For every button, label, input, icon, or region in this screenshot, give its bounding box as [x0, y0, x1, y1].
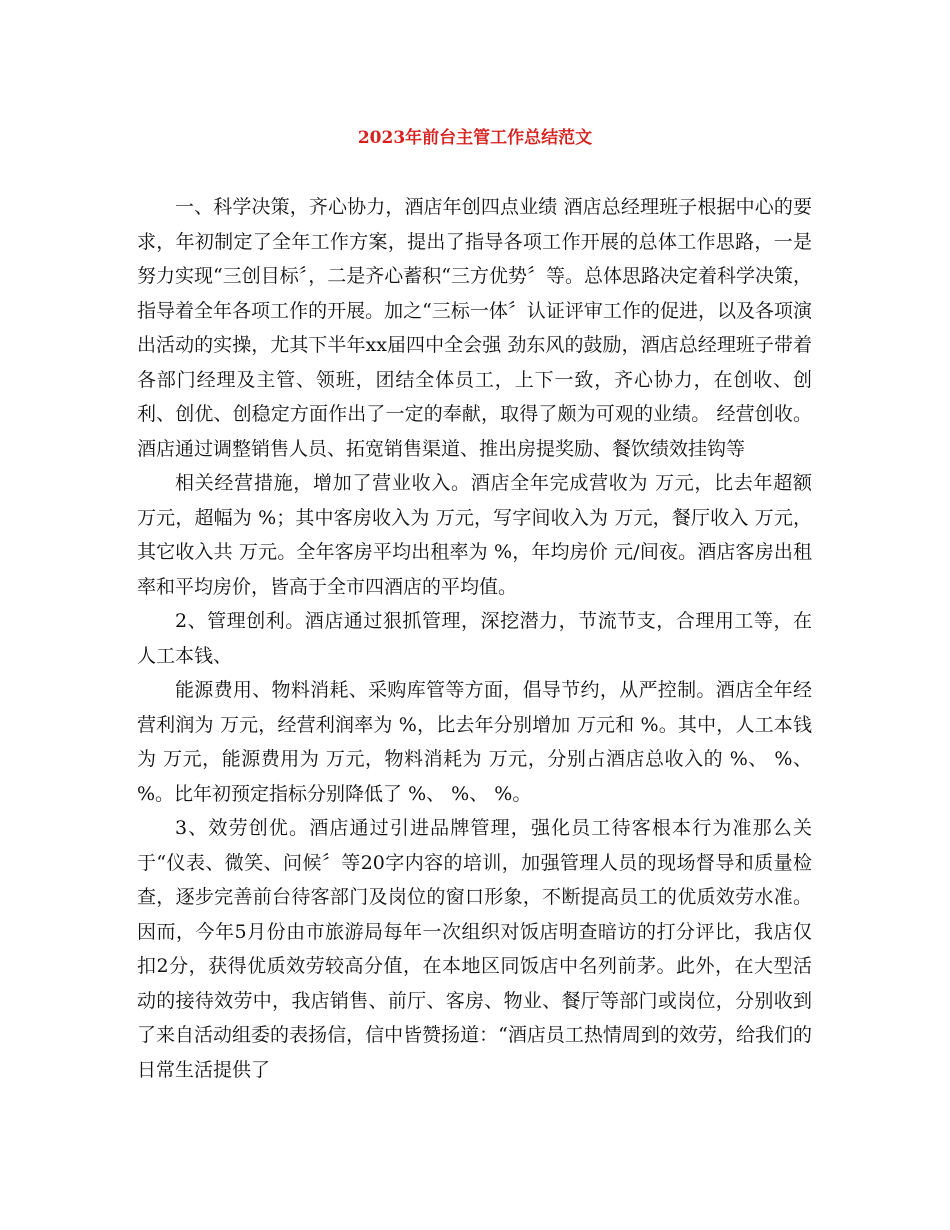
- paragraph-2: 相关经营措施，增加了营业收入。酒店全年完成营收为 万元，比去年超额 万元，超幅为 %；其中客房收入为 万元，写字间收入为 万元，餐厅收入 万元，其它收入共 万元。全年客房平均出租率为 %，年均房价 元/间夜。酒店客房出租率和平均房价，皆高于全市四酒店的平均值。: [137, 472, 812, 598]
- document-title: 2023年前台主管工作总结范文: [357, 128, 593, 148]
- paragraph-3: 2、管理创利。酒店通过狠抓管理，深挖潜力，节流节支，合理用工等，在人工本钱、: [137, 610, 812, 667]
- paragraph-4: 能源费用、物料消耗、采购库管等方面，倡导节约，从严控制。酒店全年经营利润为 万元，经营利润率为 %，比去年分别增加 万元和 %。其中，人工本钱为 万元，能源费用为 万元，物料消耗为 万元，分别占酒店总收入的 %、 %、 %。比年初预定指标分别降低了 %、 %、 %。: [137, 679, 812, 805]
- paragraph-1: 一、科学决策，齐心协力，酒店年创四点业绩 酒店总经理班子根据中心的要求，年初制定了全年工作方案，提出了指导各项工作开展的总体工作思路，一是努力实现“三创目标〞，二是齐心蓄积“三方优势〞等。总体思路决定着科学决策，指导着全年各项工作的开展。加之“三标一体〞认证评审工作的促进，以及各项演出活动的实操，尤其下半年xx届四中全会强 劲东风的鼓励，酒店总经理班子带着各部门经理及主管、领班，团结全体员工，上下一致，齐心协力，在创收、创利、创优、创稳定方面作出了一定的奉献，取得了颇为可观的业绩。 经营创收。酒店通过调整销售人员、拓宽销售渠道、推出房提奖励、餐饮绩效挂钩等: [137, 196, 812, 460]
- paragraph-5: 3、效劳创优。酒店通过引进品牌管理，强化员工待客根本行为准那么关于“仪表、微笑、问候〞等20字内容的培训，加强管理人员的现场督导和质量检查，逐步完善前台待客部门及岗位的窗口形象，不断提高员工的优质效劳水准。因而，今年5月份由市旅游局每年一次组织对饭店明查暗访的打分评比，我店仅扣2分，获得优质效劳较高分值，在本地区同饭店中名列前茅。此外，在大型活动的接待效劳中，我店销售、前厅、客房、物业、餐厅等部门或岗位，分别收到了来自活动组委的表扬信，信中皆赞扬道：“酒店员工热情周到的效劳，给我们的日常生活提供了: [137, 817, 812, 1081]
- document-body: [137, 190, 812, 1087]
